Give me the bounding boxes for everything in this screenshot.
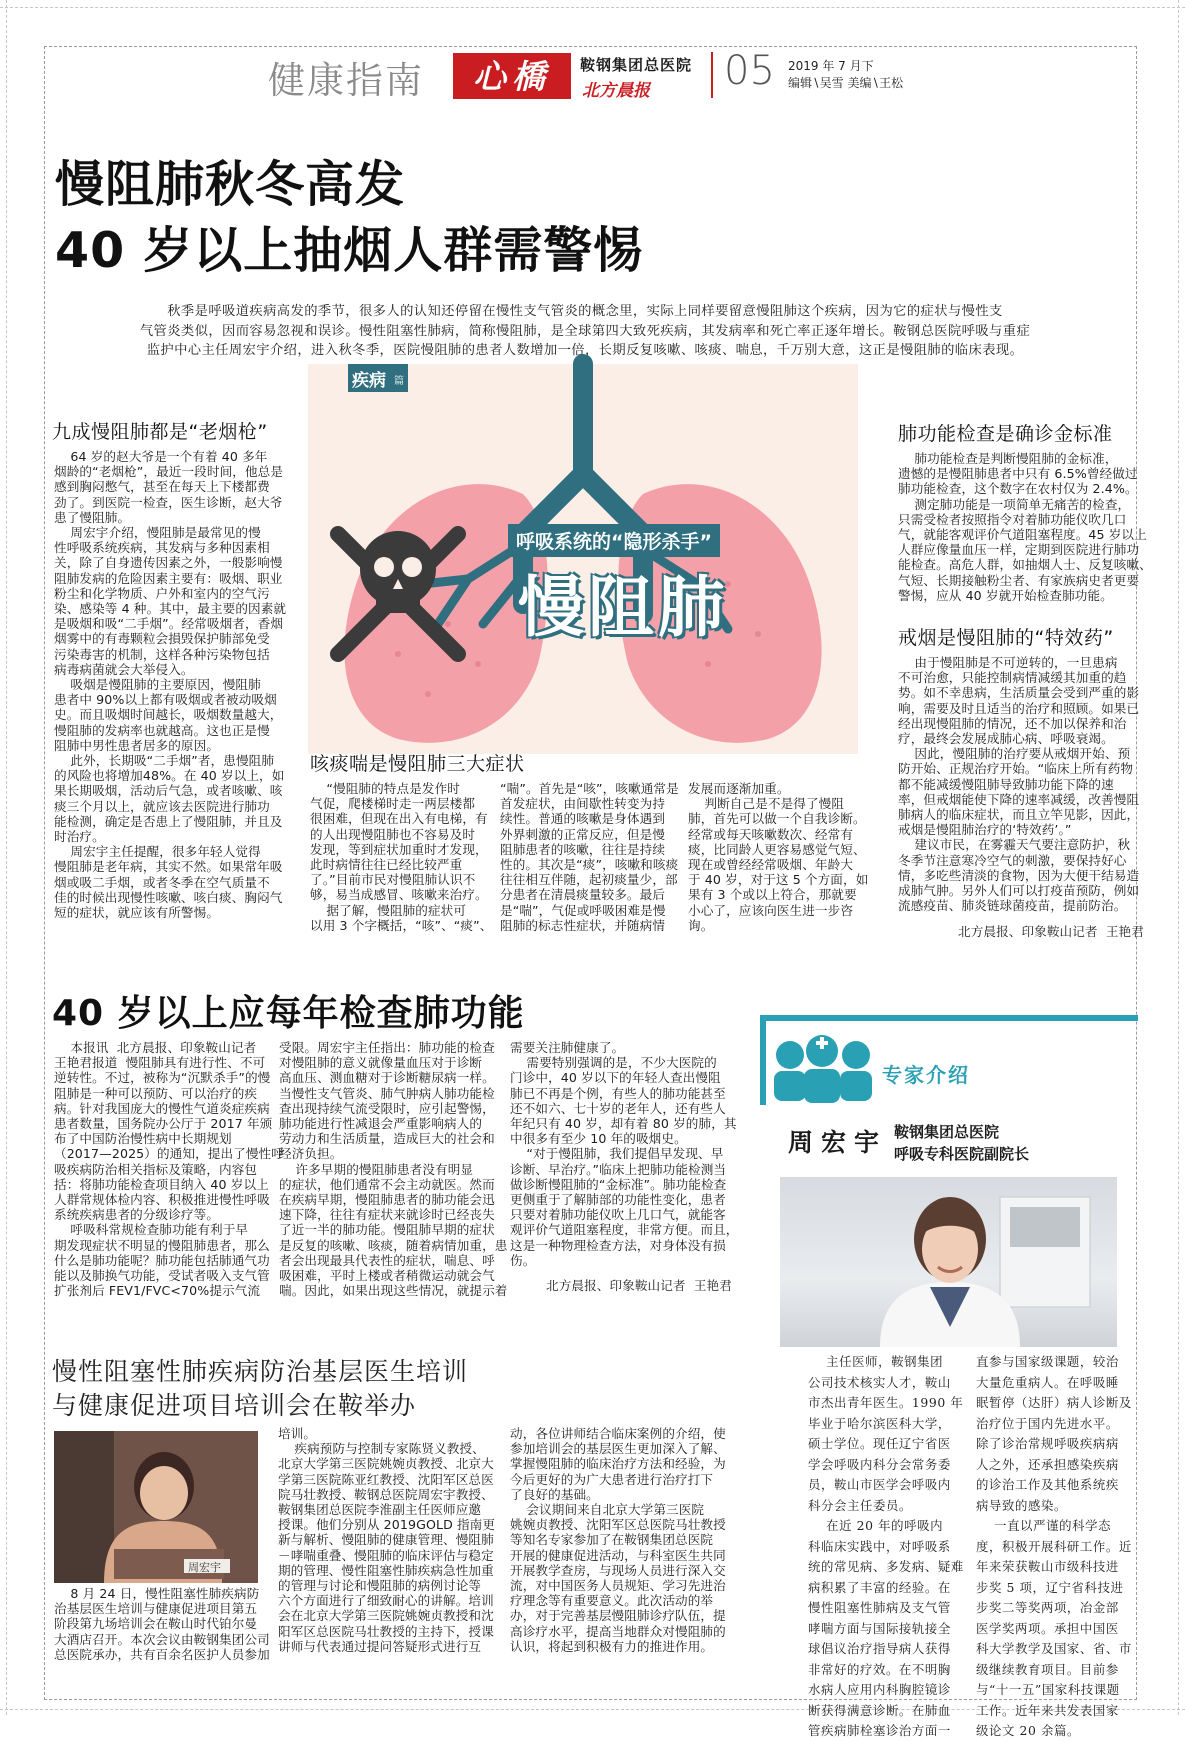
text-line: 的人出现慢阻肺也不容易及时	[310, 826, 476, 842]
text-line: 了。”目前市民对慢阻肺认识不	[310, 872, 476, 888]
text-line: 阻肺患者的咳嗽，往往是持续	[500, 841, 666, 857]
headline-line2: 40 岁以上抽烟人群需警惕	[55, 222, 644, 279]
text-line: 患了慢阻肺。	[54, 509, 131, 525]
sec4-byline: 北方晨报、印象鞍山记者 王艳君	[958, 924, 1144, 939]
text-line: 成肺气肿。另外人们可以打疫苗预防，例如	[898, 883, 1140, 899]
text-line: 者会出现最具代表性的症状，喘息、呼	[279, 1252, 495, 1268]
sec2-heading: 咳痰喘是慢阻肺三大症状	[310, 753, 525, 775]
text-line: 诊断、早治疗。”临床上把肺功能检测当	[510, 1161, 727, 1177]
text-line: 于 40 岁，对于这 5 个方面，如	[688, 872, 869, 888]
text-line: 今后更好的为广大患者进行治疗打下	[510, 1471, 714, 1487]
expert-box	[760, 1015, 1138, 1738]
text-line: 需要关注肺健康了。	[510, 1040, 625, 1055]
text-line: 据了解，慢阻肺的症状可	[310, 902, 467, 918]
text-line: 慢阻肺是老年病，其实不然。如果常年吸	[54, 859, 283, 875]
text-line: 逆转性。不过，被称为“沉默杀手”的慢	[54, 1070, 271, 1086]
text-line: 会在北京大学第三医院姚婉贞教授和沈	[278, 1608, 494, 1624]
text-line: 此时病情往往已经比较严重	[310, 857, 463, 873]
bio-line: 员，鞍山市医学会呼吸内	[808, 1477, 951, 1492]
text-line: 培训。	[278, 1426, 317, 1441]
text-line: 查出现持续气流受限时，应引起警惕，	[279, 1100, 495, 1116]
text-line: 大酒店召开。本次会议由鞍钢集团公司	[54, 1631, 270, 1647]
text-line: 发现，等到症状加重时才发现，	[310, 841, 488, 857]
bio-line: 级继续教育项目。目前参	[976, 1661, 1119, 1677]
text-line: 王艳君报道 慢阻肺具有进行性、不可	[54, 1055, 266, 1071]
expert-name: 周宏宇	[788, 1128, 888, 1157]
text-line: 很困难，但现在出入有电梯，有	[310, 811, 488, 827]
text-line: 慢阻肺的发病率也就越高。这也正是慢	[54, 722, 270, 738]
sec2-col1	[310, 781, 493, 933]
text-line: 分患者在清晨痰量较多。最后	[500, 887, 666, 903]
text-line: 办，对于完善基层慢阻肺诊疗队伍，提	[510, 1608, 726, 1624]
text-line: 等知名专家参加了在鞍钢集团总医院	[510, 1532, 714, 1548]
sec1-body	[54, 449, 287, 921]
text-line: 的症状，他们通常不会主动就医。然而	[279, 1176, 495, 1192]
bio-line: 一直以严谨的科学态	[976, 1518, 1112, 1533]
text-line: 够，易当成感冒、咳嗽来治疗。	[310, 887, 488, 903]
text-line: “慢阻肺的特点是发作时	[310, 781, 460, 796]
bio-line: 管疾病肺栓塞诊治方面一	[808, 1723, 951, 1738]
bio-line: 医学奖两项。承担中国医	[976, 1620, 1119, 1636]
text-line: 对慢阻肺的意义就像量血压对于诊断	[279, 1055, 483, 1071]
sec2-col3	[688, 781, 869, 933]
text-line: 观评价气道阻塞程度，非常方便。而且，	[510, 1222, 739, 1238]
text-line: 只要对着肺功能仪吹上几口气，就能客	[510, 1207, 726, 1223]
bio-line: 眠暂停（达肝）病人诊断及	[976, 1395, 1132, 1410]
text-line: 询。	[688, 917, 714, 933]
text-line: 遗憾的是慢阻肺患者中只有 6.5%曾经做过	[898, 466, 1138, 482]
text-line: 往往相互伴随，起初痰量少，部	[500, 872, 678, 888]
bio-line: 的诊治工作及其他系统疾	[976, 1477, 1119, 1492]
speaker-figure	[54, 1431, 258, 1583]
text-line: 判断自己是不是得了慢阻	[688, 796, 845, 812]
cut-line-left	[6, 0, 7, 1715]
text-line: 北京大学第三医院姚婉贞教授、北京大	[278, 1456, 494, 1472]
text-line: 患者数量，国务院办公厅于 2017 年颁	[54, 1116, 273, 1132]
bio-line: 除了诊治常规呼吸疾病病	[976, 1436, 1119, 1451]
text-line: 续性。普通的咳嗽是身体遇到	[500, 811, 666, 827]
text-line: （2017—2025）的通知，提出了慢性呼	[54, 1146, 284, 1162]
doctor-portrait	[780, 1177, 1117, 1347]
article3-col1	[54, 1586, 270, 1662]
expert-title2: 呼吸专科医院副院长	[894, 1145, 1030, 1163]
meeting-photo	[54, 1431, 258, 1583]
text-line: 姚婉贞教授、沈阳军区总医院马壮教授	[510, 1517, 726, 1533]
text-line: 防开始、正规治疗开始。“临床上所有药物	[898, 761, 1134, 777]
text-line: 年纪只有 40 岁，却有着 80 岁的肺，其	[510, 1116, 737, 1132]
text-line: 肺已不再是个例，有些人的肺功能甚至	[510, 1085, 726, 1101]
text-line: 史。而且吸烟时间越长，吸烟数量越大，	[54, 707, 283, 723]
text-line: “喘”。首先是“咳”，咳嗽通常是	[500, 781, 679, 796]
text-line: 流感疫苗、肺炎链球菌疫苗，提前防治。	[898, 898, 1127, 914]
text-line: 新与解析、慢阻肺的健康管理、慢阻肺	[278, 1532, 494, 1548]
text-line: 响，需要及时且适当的治疗和照顾。如果已	[898, 700, 1140, 716]
text-line: 阻肺是一种可以预防、可以治疗的疾	[54, 1085, 258, 1101]
text-line: 气促，爬楼梯时走一两层楼都	[310, 796, 476, 812]
text-line: 佳的时候出现慢性咳嗽、咳白痰、胸闷气	[54, 889, 283, 905]
text-line: 的风险也将增加48%。在 40 岁以上，如	[54, 768, 285, 784]
bio-line: 主任医师，鞍钢集团	[808, 1354, 944, 1369]
text-line: 阻肺发病的危险因素主要有：吸烟、职业	[54, 570, 283, 586]
text-line: 肺功能进行性减退会严重影响病人的	[279, 1116, 483, 1132]
text-line: 是“喘”，气促或呼吸困难是慢	[500, 902, 666, 918]
bio-line: 科分会主任委员。	[808, 1497, 912, 1513]
text-line: 阻肺的标志性症状，并随病情	[500, 917, 666, 933]
sec4-heading: 戒烟是慢阻肺的“特效药”	[898, 627, 1114, 649]
bio-line: 硕士学位。现任辽宁省医	[808, 1436, 951, 1451]
text-line: 需要特别强调的是，不少大医院的	[510, 1055, 717, 1071]
photo-caption: 周宏宇	[188, 1561, 221, 1574]
bio-line: 病积累了丰富的经验。在	[808, 1579, 951, 1595]
illustration-subtitle: 呼吸系统的“隐形杀手”	[508, 524, 720, 557]
sec3-body	[898, 451, 1152, 603]
text-line: 在疾病早期，慢阻肺患者的肺功能会迅	[279, 1192, 495, 1208]
text-line: 以用 3 个字概括，“咳”、“痰”、	[310, 917, 493, 933]
text-line: 警惕，应从 40 岁就开始检查肺功能。	[898, 587, 1113, 603]
section-name: 健康指南	[268, 59, 424, 102]
text-line: 了近一半的肺功能。慢阻肺早期的症状	[279, 1222, 495, 1238]
text-line: 院马壮教授、鞍钢总医院周宏宇教授、	[278, 1486, 494, 1502]
text-line: －哮喘重叠、慢阻肺的临床评估与稳定	[278, 1547, 494, 1563]
text-line: 8 月 24 日，慢性阻塞性肺疾病防	[54, 1586, 260, 1601]
text-line: 做诊断慢阻肺的“金标准”。肺功能检查	[510, 1176, 727, 1192]
text-line: 率，但戒烟能使下降的速率减缓，改善慢阻	[898, 791, 1140, 807]
bio-line: 断获得满意诊断。在肺血	[808, 1702, 951, 1718]
text-line: 中很多有至少 10 年的吸烟史。	[510, 1131, 687, 1147]
article3-heading1: 慢性阻塞性肺疾病防治基层医生培训	[52, 1357, 469, 1386]
article2-col1	[54, 1040, 284, 1299]
text-line: 情，多吃些清淡的食物，因为大便干结易造	[898, 867, 1140, 883]
text-line: 期发现症状不明显的慢阻肺患者，那么	[54, 1237, 270, 1253]
text-line: 冬季节注意寒冷空气的刺激，要保持好心	[898, 852, 1127, 868]
bio-line: 步奖 5 项，辽宁省科技进	[976, 1579, 1124, 1595]
header-divider	[711, 52, 713, 98]
text-line: 流，对中国医务人员规矩、学习先进治	[510, 1578, 726, 1594]
text-line: 气，就能客观评价气道阻塞程度。45 岁以上	[898, 527, 1147, 543]
bio-line: 科临床实践中，对呼吸系	[808, 1538, 951, 1554]
text-line: 肺病人的临床症状，而且立竿见影，因此，	[898, 807, 1140, 823]
article3-heading2: 与健康促进项目培训会在鞍举办	[52, 1391, 417, 1420]
text-line: 劲了。到医院一检查，医生诊断，赵大爷	[54, 494, 283, 510]
text-line: 当慢性支气管炎、肺气肿病人肺功能检	[279, 1085, 495, 1101]
text-line: 本报讯 北方晨报、印象鞍山记者	[54, 1040, 257, 1055]
text-line: 还不如六、七十岁的老年人，还有些人	[510, 1100, 726, 1116]
text-line: “对于慢阻肺，我们提倡早发现、早	[510, 1146, 724, 1162]
text-line: 会议期间来自北京大学第三医院	[510, 1502, 705, 1518]
bio-line: 科大学教学及国家、省、市	[976, 1641, 1132, 1656]
text-line: 疾病预防与控制专家陈贤义教授、	[278, 1441, 485, 1457]
text-line: 掌握慢阻肺的临床治疗方法和经验，为	[510, 1456, 726, 1472]
text-line: 呼吸科常规检查肺功能有利于早	[54, 1222, 249, 1238]
lead-paragraph	[110, 302, 1060, 361]
text-line: 建议市民，在雾霾天气要注意防护，秋	[898, 837, 1131, 853]
text-line: 因此，慢阻肺的治疗要从戒烟开始、预	[898, 746, 1131, 762]
text-line: 吸疾病防治相关指标及策略，内容包	[54, 1161, 258, 1177]
text-line: 参加培训会的基层医生更加深入了解、	[510, 1441, 726, 1457]
text-line: 治基层医生培训与健康促进项目第五	[54, 1601, 258, 1617]
issue-date: 2019 年 7 月下	[788, 59, 874, 73]
text-line: 烟雾中的有毒颗粒会損毁保护肺部免受	[54, 631, 270, 647]
text-line: 只需受检者按照指令对着肺功能仪吹几口	[898, 511, 1127, 527]
text-line: 经常或每天咳嗽数次、经常有	[688, 826, 854, 842]
text-line: 外界刺激的正常反应，但是慢	[500, 826, 666, 842]
text-line: 感到胸闷憋气，甚至在每天上下楼都费	[54, 479, 270, 495]
illustration-title: 慢阻肺	[518, 569, 728, 646]
bio-line: 级论文 20 余篇。	[976, 1723, 1080, 1738]
text-line: 人群常规体检内容、积极推进慢性呼吸	[54, 1192, 270, 1208]
text-line: 疗，最终会发展成肺心病、呼吸衰竭。	[898, 731, 1114, 747]
text-line: 戒烟是慢阻肺治疗的‘特效药’。”	[898, 822, 1072, 838]
editors: 编辑∖吴雪 美编∖王松	[788, 76, 904, 90]
text-line: 小心了，应该向医生进一步咨	[688, 902, 854, 918]
text-line: 不可治愈，只能控制病情减缓其加重的趋	[898, 670, 1127, 686]
expert-bio-col1	[808, 1352, 968, 1742]
text-line: 的管理与讨论和慢阻肺的病例讨论等	[278, 1578, 482, 1594]
text-line: 高诊疗水平，提高当地群众对慢阻肺的	[510, 1623, 726, 1639]
headline-line1: 慢阻肺秋冬高发	[55, 156, 406, 213]
text-line: 什么是肺功能呢？肺功能包括肺通气功	[54, 1252, 270, 1268]
article2-col3	[510, 1040, 739, 1268]
bio-line: 步奖二等奖两项，冶金部	[976, 1600, 1119, 1615]
text-line: 时治疗。	[54, 829, 105, 845]
lead-line: 秋季是呼吸道疾病高发的季节，很多人的认知还停留在慢性支气管炎的概念里，实际上同样要留意慢阻肺这个疾病，因为它的症状与慢性支	[167, 304, 1003, 319]
text-line: 气短、长期接触粉尘者、有家族病史者更要	[898, 572, 1140, 588]
text-line: 讲师与代表通过提问答疑形式进行互	[278, 1638, 482, 1654]
article3-col2	[278, 1426, 496, 1654]
cut-line-top	[0, 7, 1185, 8]
bio-line: 哮喘方面与国际接轨接全	[808, 1620, 951, 1636]
text-line: 首发症状，由间歇性转变为持	[500, 796, 666, 812]
bio-line: 在近 20 年的呼吸内	[808, 1518, 944, 1533]
text-line: 周宏宇主任提醒，很多年轻人觉得	[54, 844, 261, 860]
text-line: 痰三个月以上，就应该去医院进行肺功	[54, 798, 270, 814]
lead-line: 监护中心主任周宏宇介绍，进入秋冬季，医院慢阻肺的患者人数增加一倍，长期反复咳嗽、咳痰、喘息，千万别大意，这正是慢阻肺的临床表现。	[146, 343, 1024, 358]
bio-line: 度，积极开展科研工作。近	[976, 1538, 1132, 1554]
article2-col2	[279, 1040, 508, 1299]
text-line: 病毒病菌就会大举侵入。	[54, 661, 194, 677]
bio-line: 毕业于哈尔滨医科大学，	[808, 1415, 951, 1431]
sec4-body	[898, 655, 1138, 913]
text-line: 肺，首先可以做一个自我诊断。	[688, 811, 866, 827]
lead-line: 气管炎类似，因而容易忽视和误诊。慢性阻塞性肺病，简称慢阻肺，是全球第四大致死疾病，其发病率和死亡率正逐年增长。鞍钢总医院呼吸与重症	[139, 323, 1031, 339]
bio-line: 病导致的感染。	[976, 1497, 1067, 1513]
text-line: 短的症状，就应该有所警惕。	[54, 905, 220, 921]
text-line: 能以及肺换气功能，受试者吸入支气管	[54, 1268, 270, 1284]
text-line: 认识，将起到积极有力的推进作用。	[510, 1638, 714, 1654]
text-line: 痰，比同龄人更容易感觉气短、	[688, 841, 866, 857]
text-line: 六个方面进行了细致耐心的讲解。培训	[278, 1593, 494, 1609]
text-line: 伤。	[510, 1252, 536, 1268]
text-line: 鞍钢集团总医院李淮副主任医师应邀	[278, 1502, 482, 1518]
cut-line-right	[1178, 0, 1179, 1715]
bio-line: 统的常见病、多发病、疑难	[808, 1559, 964, 1574]
text-line: 经出现慢阻肺的情况，还不加以保养和治	[898, 715, 1127, 731]
text-line: 都不能减缓慢阻肺导致肺功能下降的速	[898, 776, 1114, 792]
text-line: 患者中 90%以上都有吸烟或者被动吸烟	[54, 692, 277, 708]
bio-line: 水病人应用内科胸腔镜诊	[808, 1682, 951, 1697]
text-line: 阶段第九场培训会在鞍山时代铂尔曼	[54, 1616, 258, 1632]
text-line: 经济负担。	[279, 1146, 343, 1162]
text-line: 受限。周宏宇主任指出：肺功能的检查	[279, 1040, 495, 1055]
bio-line: 与“十一五”国家科技课题	[976, 1682, 1120, 1697]
sec3-heading: 肺功能检查是确诊金标准	[898, 423, 1113, 445]
expert-heading: 专家介绍	[882, 1063, 970, 1087]
bio-line: 非常好的疗效。在不明胸	[808, 1661, 951, 1677]
text-line: 粉尘和化学物质、户外和室内的空气污	[54, 585, 270, 601]
text-line: 能检测，确定是否患上了慢阻肺，并且及	[54, 813, 283, 829]
xinqiao-logo: 心橋	[453, 53, 571, 99]
text-line: 病。针对我国庞大的慢性气道炎症疾病	[54, 1100, 270, 1116]
text-line: 由于慢阻肺是不可逆转的，一旦患病	[898, 655, 1118, 670]
text-line: 测定肺功能是一项简单无痛苦的检查，	[898, 496, 1131, 512]
text-line: 势。如不幸患病，生活质量会受到严重的影	[898, 685, 1140, 701]
text-line: 门诊中，40 岁以下的年轻人查出慢阻	[510, 1070, 721, 1086]
bio-line: 公司技术核实人才，鞍山	[808, 1374, 951, 1390]
text-line: 总医院承办，共有百余名医护人员参加	[54, 1646, 270, 1662]
sec1-heading: 九成慢阻肺都是“老烟枪”	[52, 421, 268, 443]
bio-line: 球倡议治疗指导病人获得	[808, 1641, 951, 1656]
paper-name: 北方晨报	[582, 81, 650, 101]
text-line: 授课。他们分别从 2019GOLD 指南更	[278, 1517, 496, 1533]
text-line: 疗理念等有重要意义。此次活动的举	[510, 1593, 714, 1609]
text-line: 此外，长期吸“二手烟”者，患慢阻肺	[54, 753, 275, 769]
text-line: 肺功能检查是判断慢阻肺的金标准，	[898, 451, 1118, 466]
text-line: 高血压、测血糖对于诊断糖尿病一样。	[279, 1070, 495, 1086]
text-line: 果长期吸烟，活动后气急，或者咳嗽、咳	[54, 783, 283, 799]
text-line: 动，各位讲师结合临床案例的介绍，使	[510, 1426, 726, 1441]
bio-line: 市杰出青年医生。1990 年	[808, 1395, 964, 1410]
text-line: 能检查。高危人群，如抽烟人士、反复咳嗽、	[898, 557, 1152, 573]
bio-line: 工作。近年来共发表国家	[976, 1702, 1119, 1718]
text-line: 阳军区总医院马壮教授的主持下，授课	[278, 1623, 494, 1639]
text-line: 喘。因此，如果出现这些情况，就提示着	[279, 1283, 508, 1299]
hospital-name: 鞍钢集团总医院	[580, 56, 693, 74]
bio-line: 慢性阻塞性肺病及支气管	[808, 1600, 951, 1615]
text-line: 人群应像量血压一样，定期到医院进行肺功	[898, 542, 1140, 558]
expert-title1: 鞍钢集团总医院	[894, 1123, 1000, 1141]
copd-illustration	[308, 364, 858, 754]
text-line: 吸烟是慢阻肺的主要原因，慢阻肺	[54, 677, 261, 693]
text-line: 括：将肺功能检查项目纳入 40 岁以上	[54, 1176, 269, 1192]
text-line: 了良好的基础。	[510, 1486, 599, 1502]
text-line: 关，除了自身遗传因素之外，一般影响慢	[54, 555, 283, 571]
text-line: 发展而逐渐加重。	[688, 781, 790, 796]
bio-line: 人之外，还承担感染疾病	[976, 1456, 1119, 1472]
text-line: 开展教学查房，与现场人员进行深入交	[510, 1562, 726, 1578]
text-line: 速下降，往往有症状来就诊时已经丧失	[279, 1207, 495, 1223]
illustration-tag: 疾病	[352, 371, 386, 391]
article3-col3	[510, 1426, 735, 1654]
bio-line: 学会呼吸内科分会常务委	[808, 1456, 951, 1472]
page-number: 05	[724, 48, 775, 94]
text-line: 烟龄的“老烟枪”，最近一段时间，他总是	[54, 464, 284, 480]
text-line: 吸困难，平时上楼或者稍微运动就会气	[279, 1268, 495, 1284]
text-line: 周宏宇介绍，慢阻肺是最常见的慢	[54, 525, 261, 541]
text-line: 这是一种物理检查方法，对身体没有损	[510, 1237, 726, 1253]
text-line: 现在或曾经经常吸烟、年龄大	[688, 857, 854, 873]
expert-photo	[780, 1177, 1117, 1347]
text-line: 64 岁的赵大爷是一个有着 40 多年	[54, 449, 268, 464]
text-line: 学第三医院陈亚红教授、沈阳军区总医	[278, 1471, 494, 1487]
text-line: 许多早期的慢阻肺患者没有明显	[279, 1161, 474, 1177]
article2-heading: 40 岁以上应每年检查肺功能	[52, 993, 525, 1034]
bio-line: 直参与国家级课题，较治	[976, 1354, 1119, 1369]
text-line: 性的。其次是“痰”，咳嗽和咳痰	[500, 857, 679, 873]
text-line: 期的管理、慢性阻塞性肺疾病急性加重	[278, 1562, 494, 1578]
text-line: 肺功能检查，这个数字在农村仅为 2.4%。	[898, 481, 1138, 497]
text-line: 污染毒害的机制，这样各种污染物包括	[54, 646, 270, 662]
text-line: 阻肺中男性患者居多的原因。	[54, 737, 220, 753]
text-line: 布了中国防治慢性病中长期规划	[54, 1131, 232, 1147]
bio-line: 大量危重病人。在呼吸睡	[976, 1374, 1119, 1390]
text-line: 是吸烟和吸“二手烟”。经常吸烟者，香烟	[54, 616, 284, 632]
text-line: 是反复的咳嗽、咳痰，随着病情加重，患	[279, 1237, 508, 1253]
text-line: 染、感染等 4 种。其中，最主要的因素就	[54, 601, 287, 617]
expert-bio-col2	[976, 1352, 1136, 1742]
bio-line: 治疗位于国内先进水平。	[976, 1415, 1119, 1431]
text-line: 烟或吸二手烟，或者冬季在空气质量不	[54, 874, 270, 890]
text-line: 开展的健康促进活动，与科室医生共同	[510, 1547, 726, 1563]
article2-byline: 北方晨报、印象鞍山记者 王艳君	[546, 1278, 732, 1293]
text-line: 性呼吸系统疾病，其发病与多种因素相	[54, 540, 270, 556]
text-line: 果有 3 个或以上符合，那就要	[688, 887, 857, 903]
text-line: 扩张剂后 FEV1/FVC<70%提示气流	[54, 1283, 261, 1299]
sec2-col2	[500, 781, 679, 933]
text-line: 劳动力和生活质量，造成巨大的社会和	[279, 1131, 495, 1147]
text-line: 更侧重于了解肺部的功能性变化，患者	[510, 1192, 726, 1208]
bio-line: 年来荣获鞍山市级科技进	[976, 1559, 1119, 1574]
text-line: 系统疾病患者的分级诊疗等。	[54, 1207, 220, 1223]
illustration-tag-small: 篇	[394, 376, 404, 387]
